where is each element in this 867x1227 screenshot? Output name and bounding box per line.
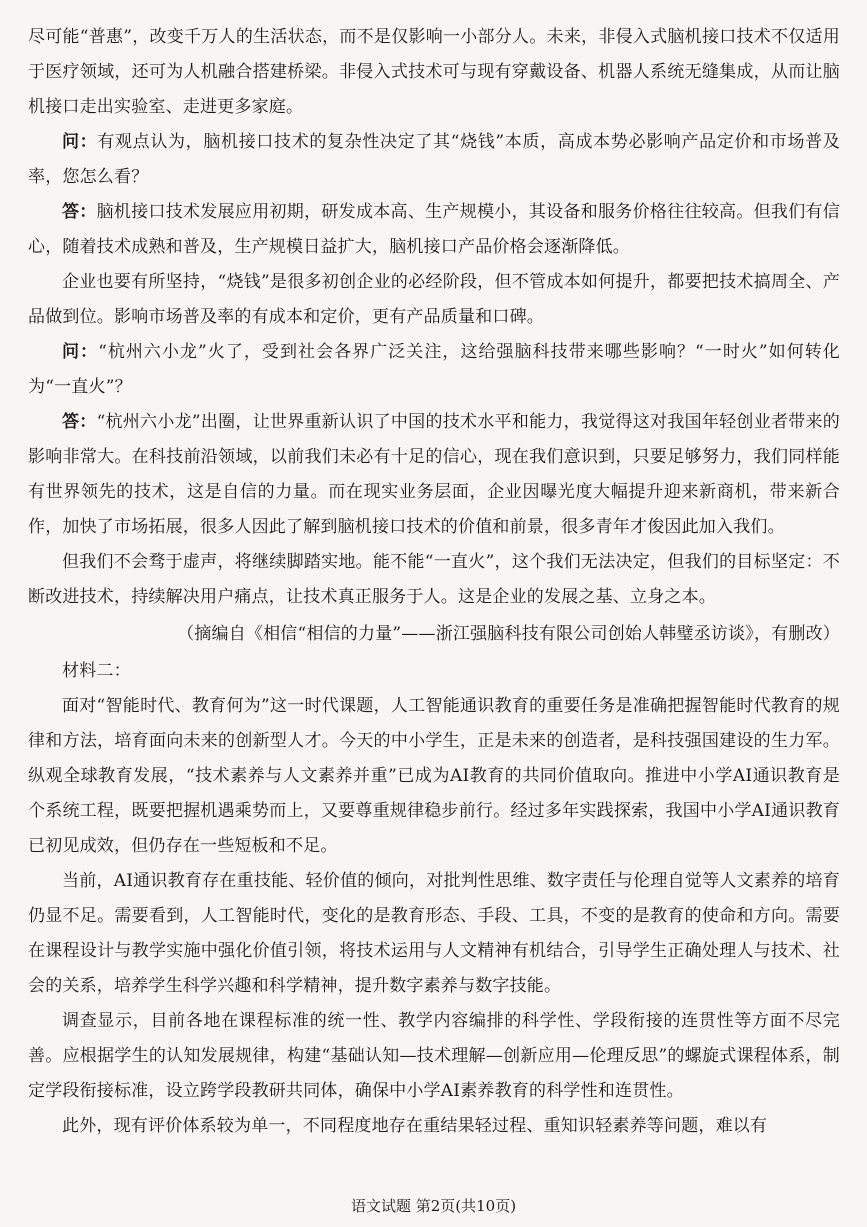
qa-paragraph [28,405,840,545]
body-paragraph: 面对“智能时代、教育何为”这一时代课题，人工智能通识教育的重要任务是准确把握智能时代教育的规律和方法，培育面向未来的创新型人才。今天的中小学生，正是未来的创造者，是科技强国建设的生力军。纵观全球教育发展，“技术素养与人文素养并重”已成为AI教育的共同价值取向。推进中小学AI通识教育是个系统工程，既要把握机遇乘势而上，又要尊重规律稳步前行。经过多年实践探索，我国中小学AI通识教育已初见成效，但仍存在一些短板和不足。 [28,696,840,856]
page-content [28,20,840,1144]
qa-label: 问： [62,132,98,152]
qa-label: 答： [62,412,97,432]
body-paragraph: 当前，AI通识教育存在重技能、轻价值的倾向，对批判性思维、数字责任与伦理自觉等人文素养的培育仍显不足。需要看到，人工智能时代，变化的是教育形态、手段、工具，不变的是教育的使命和方向。需要在课程设计与教学实施中强化价值引领，将技术运用与人文精神有机结合，引导学生正确处理人与技术、社会的关系，培养学生科学兴趣和科学精神，提升数字素养与数字技能。 [28,871,840,996]
qa-label: 问： [62,342,99,362]
body-paragraph: 尽可能“普惠”，改变千万人的生活状态，而不是仅影响一小部分人。未来，非侵入式脑机接口技术不仅适用于医疗领域，还可为人机融合搭建桥梁。非侵入式技术可与现有穿戴设备、机器人系统无缝集成，从而让脑机接口走出实验室、走进更多家庭。 [28,27,840,117]
body-paragraph: 调查显示，目前各地在课程标准的统一性、教学内容编排的科学性、学段衔接的连贯性等方面不尽完善。应根据学生的认知发展规律，构建“基础认知—技术理解—创新应用—伦理反思”的螺旋式课程体系，制定学段衔接标准，设立跨学段教研共同体，确保中小学AI素养教育的科学性和连贯性。 [28,1011,840,1101]
source-citation: （摘编自《相信“相信的力量”——浙江强脑科技有限公司创始人韩璧丞访谈》，有删改） [177,624,840,644]
qa-paragraph [28,195,840,265]
qa-paragraph [28,125,840,195]
section-heading: 材料二： [62,661,131,681]
body-paragraph: 但我们不会骛于虚声，将继续脚踏实地。能不能“一直火”，这个我们无法决定，但我们的目标坚定：不断改进技术，持续解决用户痛点，让技术真正服务于人。这是企业的发展之基、立身之本。 [28,552,840,607]
qa-text: “杭州六小龙”火了，受到社会各界广泛关注，这给强脑科技带来哪些影响？“一时火”如何转化为“一直火”？ [28,342,840,397]
qa-paragraph [28,335,840,405]
page-footer: 语文试题 第2页(共10页) [350,1197,517,1215]
qa-text: “杭州六小龙”出圈，让世界重新认识了中国的技术水平和能力，我觉得这对我国年轻创业者带来的影响非常大。在科技前沿领域，以前我们未必有十足的信心，现在我们意识到，只要足够努力，我们同样能有世界领先的技术，这是自信的力量。而在现实业务层面，企业因曝光度大幅提升迎来新商机，带来新合作，加快了市场拓展，很多人因此了解到脑机接口技术的价值和前景，很多青年才俊因此加入我们。 [28,412,840,537]
qa-text: 脑机接口技术发展应用初期，研发成本高、生产规模小，其设备和服务价格往往较高。但我们有信心，随着技术成熟和普及，生产规模日益扩大，脑机接口产品价格会逐渐降低。 [28,202,840,257]
qa-label: 答： [62,202,97,222]
body-paragraph: 此外，现有评价体系较为单一，不同程度地存在重结果轻过程、重知识轻素养等问题，难以有 [62,1116,768,1136]
qa-text: 有观点认为，脑机接口技术的复杂性决定了其“烧钱”本质，高成本势必影响产品定价和市场普及率，您怎么看？ [28,132,840,187]
body-paragraph: 企业也要有所坚持，“烧钱”是很多初创企业的必经阶段，但不管成本如何提升，都要把技术搞周全、产品做到位。影响市场普及率的有成本和定价，更有产品质量和口碑。 [28,272,840,327]
